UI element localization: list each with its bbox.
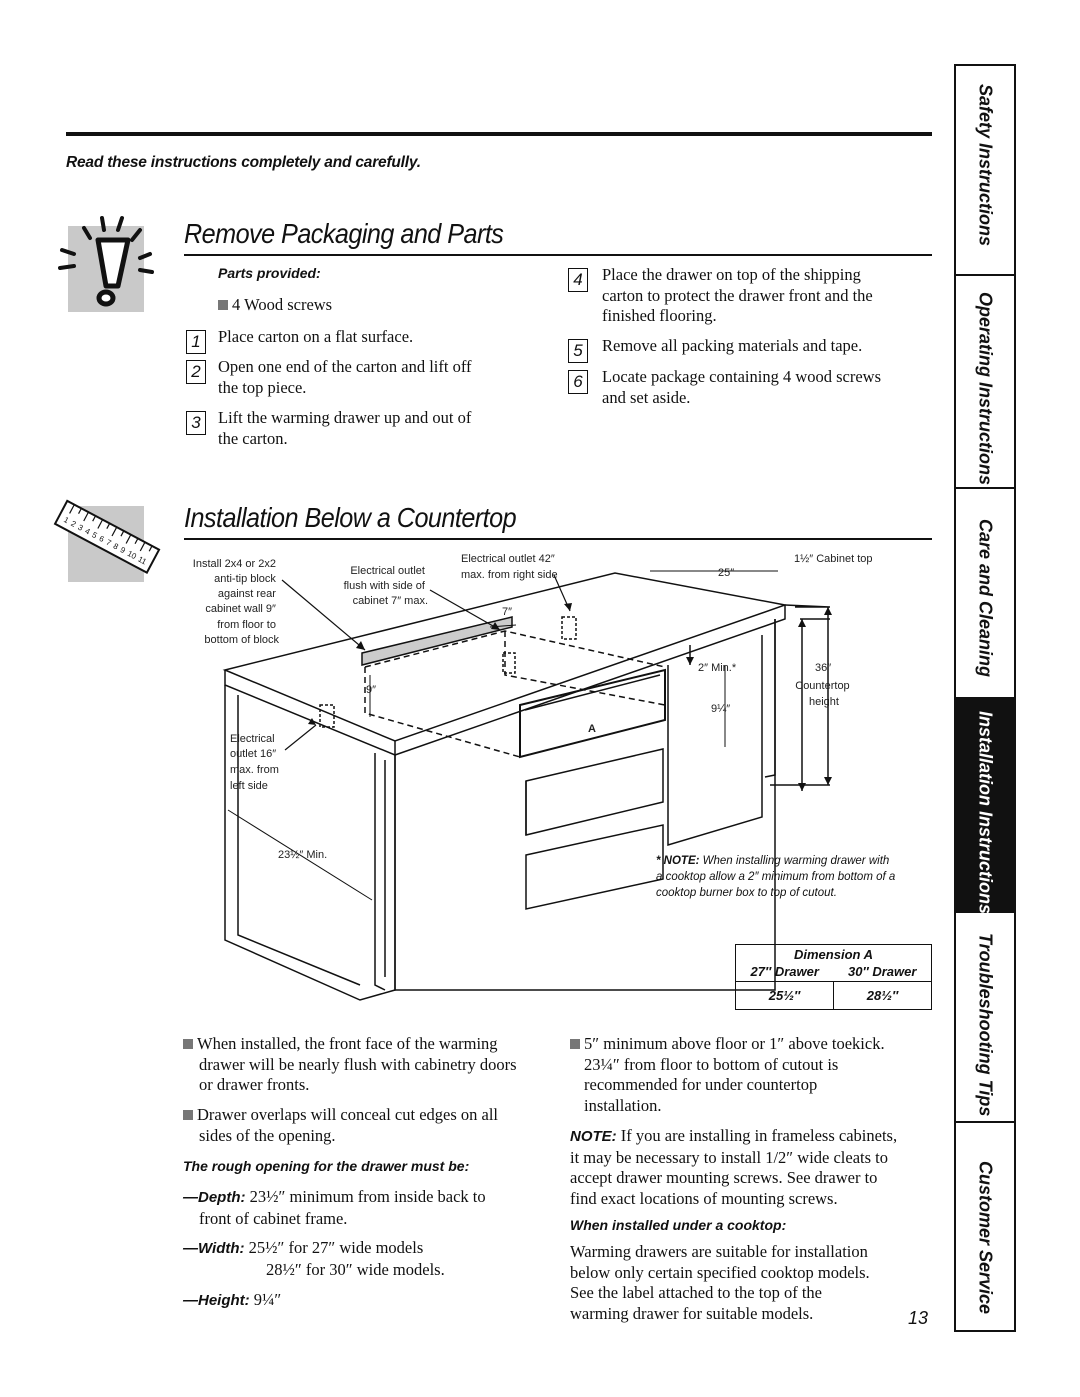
tab-label: Operating Instructions: [975, 292, 996, 486]
tab-label: Installation Instructions: [975, 711, 996, 915]
depth-line: 23½″ minimum from inside back to: [249, 1187, 486, 1206]
width-line: 25½″ for 27″ wide models: [248, 1238, 424, 1257]
tab-safety-instructions[interactable]: [956, 66, 1014, 276]
label-line: height: [809, 696, 839, 708]
label-23min: 23½″ Min.: [278, 849, 328, 861]
label-line: left side: [230, 780, 268, 792]
svg-text:8: 8: [111, 541, 120, 552]
label-line: max. from right side: [461, 569, 558, 581]
dimension-table: [735, 944, 932, 1010]
section-rule-installation: [184, 538, 932, 540]
note-line: find exact locations of mounting screws.: [570, 1188, 838, 1208]
svg-text:5: 5: [90, 530, 99, 541]
label-a: A: [588, 723, 596, 735]
width-label: —Width:: [183, 1240, 245, 1257]
svg-text:1: 1: [62, 515, 71, 526]
step-line: Open one end of the carton and lift off: [218, 357, 472, 376]
step-line: the carton.: [218, 428, 288, 448]
label-line: against rear: [217, 588, 276, 600]
step-line: and set aside.: [602, 387, 691, 407]
width-line: 28½″ for 30″ wide models.: [266, 1259, 445, 1279]
step-text: [218, 327, 413, 348]
parts-item-text: 4 Wood screws: [232, 295, 333, 314]
parts-heading: Parts provided:: [218, 265, 321, 281]
label-914: 9¼″: [711, 703, 731, 715]
cooktop-note: [656, 853, 895, 901]
tab-customer-service[interactable]: [956, 1123, 1014, 1330]
svg-text:11: 11: [136, 554, 148, 567]
warning-icon: [68, 226, 144, 312]
step-text: [602, 336, 862, 357]
rough-opening-heading: The rough opening for the drawer must be:: [183, 1158, 470, 1174]
step-text: [218, 408, 471, 449]
note-line: If you are installing in frameless cabinets,: [620, 1126, 898, 1145]
bullet-line: When installed, the front face of the warming: [197, 1034, 498, 1053]
label-line: from floor to: [217, 619, 276, 631]
note-line: accept drawer mounting screws. See drawer to: [570, 1168, 878, 1187]
step-line: Locate package containing 4 wood screws: [602, 367, 882, 386]
label-line: flush with side of: [343, 580, 425, 592]
svg-text:10: 10: [125, 548, 138, 562]
step-line: Remove all packing materials and tape.: [602, 336, 863, 355]
step-number: 2: [186, 360, 206, 384]
cooktop-line: See the label attached to the top of the: [570, 1283, 822, 1302]
depth-spec: [183, 1187, 486, 1229]
cooktop-line: Warming drawers are suitable for installation: [570, 1242, 868, 1261]
bullet-line: 23¼″ from floor to bottom of cutout is: [584, 1054, 839, 1074]
bullet-line: Drawer overlaps will conceal cut edges on all: [197, 1105, 499, 1124]
label-line: cabinet wall 9″: [205, 603, 276, 615]
frameless-note: [570, 1126, 897, 1209]
tab-label: Care and Cleaning: [975, 519, 996, 678]
label-7: 7″: [502, 606, 513, 618]
dimension-title: Dimension A: [736, 945, 932, 963]
step-line: carton to protect the drawer front and the: [602, 285, 873, 305]
label-36: 36″: [815, 662, 832, 674]
label-2min: 2″ Min.*: [698, 662, 737, 674]
step-line: Lift the warming drawer up and out of: [218, 408, 472, 427]
dimension-val1: 25½″: [736, 982, 834, 1010]
tab-care-and-cleaning[interactable]: [956, 489, 1014, 699]
bullet-line: installation.: [584, 1095, 662, 1115]
step-line: Place carton on a flat surface.: [218, 327, 414, 346]
bullet-line: 5″ minimum above floor or 1″ above toekick.: [584, 1034, 885, 1053]
ruler-icon: [62, 506, 148, 582]
page-number: 13: [908, 1308, 929, 1328]
step-line: Place the drawer on top of the shipping: [602, 265, 861, 284]
dimension-col1: 27″ Drawer: [736, 962, 834, 982]
label-outlet-right: [461, 553, 558, 581]
tab-label: Customer Service: [975, 1161, 996, 1315]
section-title-packaging: Remove Packaging and Parts: [184, 218, 504, 249]
tab-label: Troubleshooting Tips: [975, 933, 996, 1117]
cooktop-line: warming drawer for suitable models.: [570, 1303, 814, 1323]
svg-text:9: 9: [118, 545, 127, 556]
label-line: Electrical outlet 42″: [461, 553, 555, 565]
top-rule: [66, 132, 932, 136]
note-line: When installing warming drawer with: [702, 855, 890, 867]
bullet-line: or drawer fronts.: [199, 1075, 310, 1094]
bullet-line: sides of the opening.: [199, 1125, 336, 1145]
section-tabs: [954, 64, 1016, 1332]
bullet-line: drawer will be nearly flush with cabinetry doors: [199, 1054, 517, 1074]
step-number: 5: [568, 339, 588, 363]
step-line: finished flooring.: [602, 306, 717, 325]
svg-text:2: 2: [69, 518, 78, 529]
label-line: Electrical outlet: [350, 565, 425, 577]
cooktop-line: below only certain specified cooktop models.: [570, 1262, 870, 1282]
step-text: [218, 357, 472, 398]
label-line: bottom of block: [204, 634, 279, 646]
bottom-left-bullet-1: [183, 1034, 517, 1096]
note-label: NOTE:: [570, 1128, 617, 1145]
label-line: Install 2x4 or 2x2: [192, 558, 276, 570]
step-number: 4: [568, 268, 588, 292]
svg-text:4: 4: [83, 526, 92, 537]
tab-label: Safety Instructions: [975, 84, 996, 247]
label-25: 25″: [718, 567, 735, 579]
section-rule-packaging: [184, 254, 932, 256]
bullet-square: [570, 1039, 580, 1049]
label-line: outlet 16″: [230, 748, 277, 760]
svg-text:7: 7: [104, 537, 113, 548]
cooktop-text: [570, 1242, 870, 1324]
label-line: anti-tip block: [214, 573, 276, 585]
bottom-right-bullet-1: [570, 1034, 885, 1116]
note-line: a cooktop allow a 2″ minimum from bottom of a: [656, 871, 896, 883]
svg-text:6: 6: [97, 533, 106, 544]
section-title-installation: Installation Below a Countertop: [184, 502, 517, 533]
intro-text: Read these instructions completely and carefully.: [66, 154, 421, 171]
label-line: max. from: [230, 764, 279, 776]
label-9: 9″: [366, 684, 377, 696]
tab-installation-instructions[interactable]: [956, 699, 1014, 913]
bullet-square: [218, 300, 228, 310]
height-label: —Height:: [183, 1292, 250, 1309]
depth-line: front of cabinet frame.: [199, 1208, 348, 1228]
label-outlet-flush: [344, 565, 428, 607]
dimension-val2: 28½″: [834, 982, 932, 1010]
label-antitip: [193, 558, 280, 646]
bullet-line: recommended for under countertop: [584, 1075, 818, 1094]
step-line: the top piece.: [218, 377, 307, 397]
label-line: cabinet 7″ max.: [352, 595, 428, 607]
height-spec: [183, 1290, 281, 1312]
dimension-col2: 30″ Drawer: [834, 962, 932, 982]
depth-label: —Depth:: [183, 1189, 246, 1206]
cooktop-heading: When installed under a cooktop:: [570, 1217, 787, 1233]
parts-item: [218, 295, 332, 316]
label-countertop-height: [795, 680, 853, 708]
height-value: 9¼″: [253, 1290, 282, 1309]
step-text: [602, 367, 881, 408]
width-spec: [183, 1238, 445, 1280]
note-prefix: * NOTE:: [656, 855, 700, 867]
step-number: 3: [186, 411, 206, 435]
svg-text:3: 3: [76, 522, 85, 533]
label-line: Countertop: [795, 680, 850, 692]
note-line: it may be necessary to install 1/2″ wide cleats to: [570, 1147, 888, 1167]
label-line: Electrical: [230, 733, 275, 745]
step-number: 1: [186, 330, 206, 354]
tab-operating-instructions[interactable]: [956, 276, 1014, 489]
bullet-square: [183, 1039, 193, 1049]
label-cabinet-top: 1½″ Cabinet top: [794, 553, 873, 565]
bullet-square: [183, 1110, 193, 1120]
step-number: 6: [568, 370, 588, 394]
note-line: cooktop burner box to top of cutout.: [656, 887, 837, 899]
bottom-left-bullet-2: [183, 1105, 498, 1146]
tab-troubleshooting-tips[interactable]: [956, 913, 1014, 1123]
step-text: [602, 265, 873, 327]
